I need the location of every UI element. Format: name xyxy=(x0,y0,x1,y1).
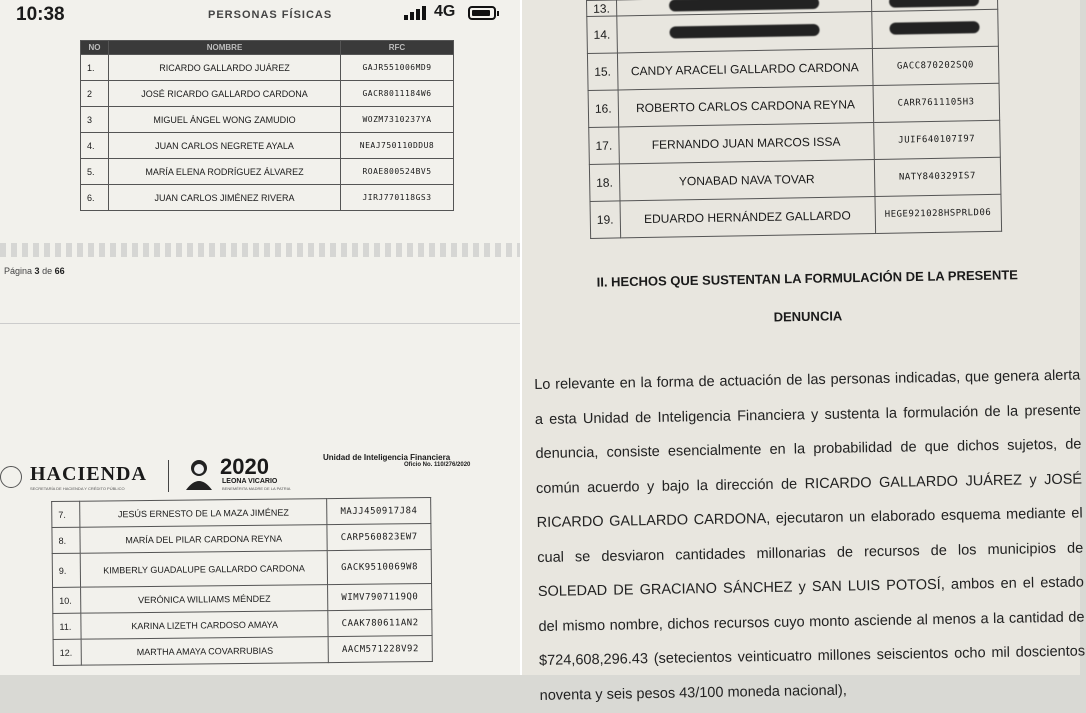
status-bar xyxy=(0,0,520,30)
row-no: 14. xyxy=(587,16,617,54)
row-no: 1. xyxy=(81,55,109,81)
row-no: 17. xyxy=(589,127,619,165)
table-row xyxy=(81,81,454,107)
row-rfc: CARP560823EW7 xyxy=(327,524,431,551)
leona-vicario-portrait-icon xyxy=(182,456,216,490)
letterhead-divider xyxy=(168,460,169,492)
row-name: MARÍA ELENA RODRÍGUEZ ÁLVAREZ xyxy=(109,159,341,185)
row-no: 5. xyxy=(81,159,109,185)
row-no: 8. xyxy=(52,527,80,553)
row-no: 6. xyxy=(81,185,109,211)
row-no: 2 xyxy=(81,81,109,107)
year-logo: 2020 xyxy=(220,454,269,479)
table-row xyxy=(81,55,454,81)
row-name: VERÓNICA WILLIAMS MÉNDEZ xyxy=(81,585,329,614)
row-no: 4. xyxy=(81,133,109,159)
table-row xyxy=(53,636,432,666)
page-fold-line xyxy=(0,323,520,324)
header-rfc: RFC xyxy=(341,41,454,55)
row-name: MARTHA AMAYA COVARRUBIAS xyxy=(81,637,329,666)
row-name: YONABAD NAVA TOVAR xyxy=(619,160,874,201)
table-row xyxy=(81,107,454,133)
row-no: 16. xyxy=(588,90,618,128)
agency-logo-text: HACIENDA xyxy=(30,463,147,485)
table-row xyxy=(81,185,454,211)
row-rfc: WOZM7310237YA xyxy=(341,107,454,133)
table-row xyxy=(81,159,454,185)
row-rfc: NATY840329IS7 xyxy=(874,157,1001,196)
row-rfc: NEAJ750110DDU8 xyxy=(341,133,454,159)
row-name: EDUARDO HERNÁNDEZ GALLARDO xyxy=(620,196,875,237)
row-name: MIGUEL ÁNGEL WONG ZAMUDIO xyxy=(109,107,341,133)
row-no: 19. xyxy=(590,201,620,239)
row-name: KIMBERLY GUADALUPE GALLARDO CARDONA xyxy=(80,551,328,588)
row-rfc: GAJR551006MD9 xyxy=(341,55,454,81)
row-rfc: JIRJ770118GS3 xyxy=(341,185,454,211)
row-rfc: GACR8011184W6 xyxy=(341,81,454,107)
header-no: NO xyxy=(81,41,109,55)
row-no: 10. xyxy=(53,587,81,613)
section-paragraph: Lo relevante en la forma de actuación de las personas indicadas, que genera alerta a esta Unidad de Inteligencia Financiera y sustenta la formulación de la presente denuncia, consiste esencialmente en la probabilidad de que dichos sujetos, de común acuerdo y bajo la dirección de RICARDO GALLARDO JUÁREZ y JOSÉ RICARDO GALLARDO CARDONA, ejecutaron un elaborado esquema mediante el cual se desviaron cantidades millonarias de recursos de los municipios de SOLEDAD DE GRACIANO SÁNCHEZ y SAN LUIS POTOSÍ, ambos en el estado del mismo nombre, dichos recursos cuyo monto asciende al menos a la cantidad de $724,608,296.43 (setecientos veinticuatro millones seiscientos ocho mil doscientos noventa y seis pesos 43/100 moneda nacional), xyxy=(534,367,1086,704)
table-row xyxy=(52,550,431,588)
persons-table-page4 xyxy=(51,497,433,666)
row-name: KARINA LIZETH CARDOSO AMAYA xyxy=(81,611,329,640)
persons-table-continued xyxy=(586,0,1002,239)
row-name: FERNANDO JUAN MARCOS ISSA xyxy=(618,123,873,164)
row-no: 3 xyxy=(81,107,109,133)
row-rfc: MAJJ450917J84 xyxy=(327,498,431,525)
row-rfc: JUIF640107I97 xyxy=(873,120,1000,159)
battery-icon xyxy=(468,6,496,20)
row-name: JOSÉ RICARDO GALLARDO CARDONA xyxy=(109,81,341,107)
row-rfc: HEGE921028HSPRLD06 xyxy=(874,194,1001,233)
page-number: Página 3 de 66 xyxy=(4,266,65,276)
row-no: 18. xyxy=(589,164,619,202)
row-rfc: ROAE800524BV5 xyxy=(341,159,454,185)
row-name: JUAN CARLOS NEGRETE AYALA xyxy=(109,133,341,159)
row-name: JESÚS ERNESTO DE LA MAZA JIMÉNEZ xyxy=(80,499,328,528)
redacted-name xyxy=(616,12,871,53)
row-no: 13. xyxy=(587,0,617,16)
table-row xyxy=(52,498,431,528)
row-name: CANDY ARACELI GALLARDO CARDONA xyxy=(617,49,872,90)
persons-table-page3 xyxy=(80,40,454,211)
table-row xyxy=(53,584,432,614)
table-header-row xyxy=(81,41,454,55)
footer-scan-noise xyxy=(0,243,520,257)
clock: 10:38 xyxy=(16,4,65,25)
honoree-subtitle: BENEMÉRITA MADRE DE LA PATRIA xyxy=(222,486,291,491)
oficio-number: Oficio No. 110/276/2020 xyxy=(404,462,471,468)
row-no: 9. xyxy=(52,553,80,587)
table-row xyxy=(53,610,432,640)
row-rfc: GACC870202SQ0 xyxy=(872,46,999,85)
row-no: 15. xyxy=(587,53,617,91)
row-name: MARÍA DEL PILAR CARDONA REYNA xyxy=(80,525,328,554)
unit-name: Unidad de Inteligencia Financiera xyxy=(323,453,451,462)
left-document-panel xyxy=(0,0,520,675)
row-name: RICARDO GALLARDO JUÁREZ xyxy=(109,55,341,81)
network-label: 4G xyxy=(434,3,456,20)
table-row xyxy=(81,133,454,159)
row-rfc: CARR7611105H3 xyxy=(873,83,1000,122)
row-no: 11. xyxy=(53,613,81,639)
row-no: 7. xyxy=(52,501,80,527)
row-rfc: WIMV7907119Q0 xyxy=(328,584,432,611)
row-rfc: CAAK780611AN2 xyxy=(328,610,432,637)
row-no: 12. xyxy=(53,639,81,665)
screen-title: PERSONAS FÍSICAS xyxy=(208,9,333,21)
national-seal-icon xyxy=(0,466,22,488)
row-rfc: GACK9510069W8 xyxy=(328,550,432,585)
redacted-rfc xyxy=(871,9,998,48)
table-row xyxy=(52,524,431,554)
table-row xyxy=(590,194,1002,238)
section-heading: II. HECHOS QUE SUSTENTAN LA FORMULACIÓN DE LA PRESENTE DENUNCIA xyxy=(596,267,1019,325)
agency-subtitle: SECRETARÍA DE HACIENDA Y CRÉDITO PÚBLICO xyxy=(30,486,125,491)
row-rfc: AACM571228V92 xyxy=(328,636,432,663)
header-name: NOMBRE xyxy=(109,41,341,55)
row-name: JUAN CARLOS JIMÉNEZ RIVERA xyxy=(109,185,341,211)
signal-icon xyxy=(404,6,428,20)
row-name: ROBERTO CARLOS CARDONA REYNA xyxy=(618,86,873,127)
honoree-name: LEONA VICARIO xyxy=(222,478,278,485)
